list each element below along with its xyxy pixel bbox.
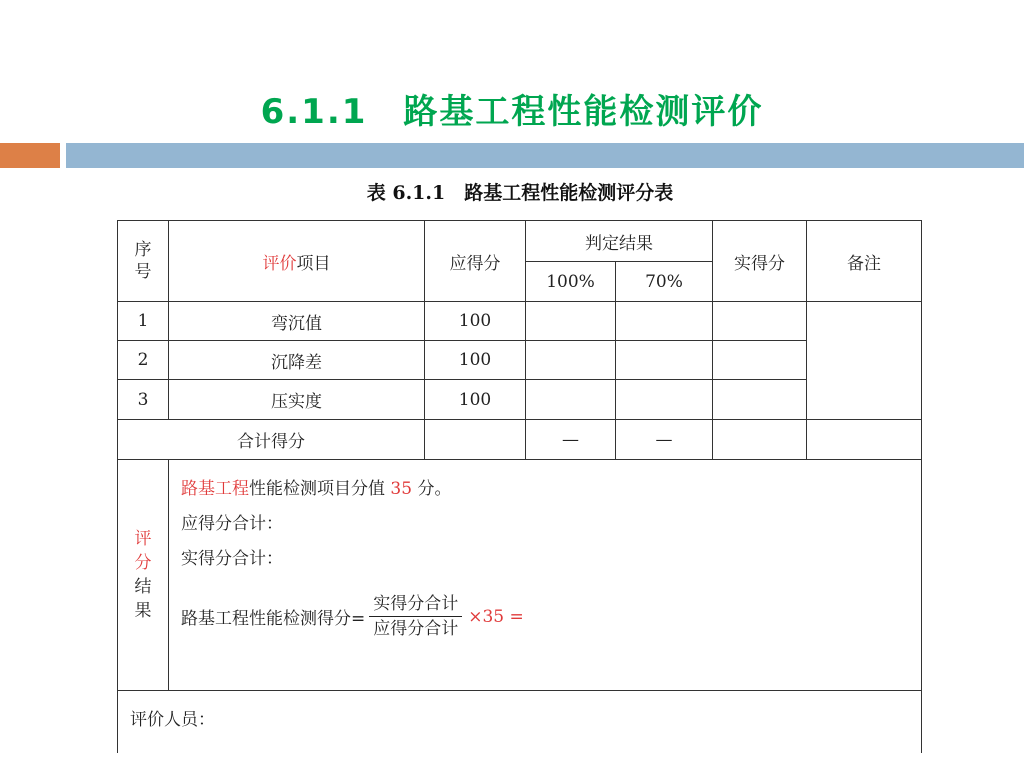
header-judgement: 判定结果: [526, 221, 713, 262]
remarks-cell: [807, 302, 922, 420]
result-value: 35: [390, 479, 413, 499]
result-content: [169, 460, 922, 691]
total-dash-100: —: [526, 420, 616, 460]
score-table: [117, 220, 922, 753]
total-actual: [713, 420, 807, 460]
row-cell-70: [616, 341, 713, 380]
row-cell-70: [616, 380, 713, 420]
total-remarks: [807, 420, 922, 460]
total-label: 合计得分: [118, 420, 425, 460]
row-score: 100: [425, 302, 526, 341]
total-dash-70: —: [616, 420, 713, 460]
header-pct70: 70%: [616, 262, 713, 302]
result-label-char: 评: [134, 529, 152, 549]
row-score: 100: [425, 341, 526, 380]
result-row: [118, 460, 922, 691]
result-label-char: 结: [134, 577, 152, 597]
header-pct100: 100%: [526, 262, 616, 302]
row-seq: 2: [118, 341, 169, 380]
result-red-text: 路基工程: [181, 479, 249, 499]
header-seq: [118, 221, 169, 302]
header-item-red: 评价: [262, 253, 297, 274]
row-cell-100: [526, 302, 616, 341]
row-item: 压实度: [169, 380, 425, 420]
row-item: 沉降差: [169, 341, 425, 380]
header-row-1: [118, 221, 922, 262]
header-expected: 应得分: [425, 221, 526, 302]
header-item: [169, 221, 425, 302]
result-line-1: [169, 472, 921, 507]
result-label: [118, 460, 169, 691]
evaluator-row: [118, 691, 922, 753]
result-line-3: 实得分合计：: [181, 549, 283, 569]
row-cell-actual: [713, 302, 807, 341]
row-cell-actual: [713, 341, 807, 380]
table-row: [118, 341, 922, 380]
formula-prefix: 路基工程性能检测得分=: [181, 609, 366, 629]
slide-title: 6.1.1 路基工程性能检测评价: [260, 92, 764, 132]
row-score: 100: [425, 380, 526, 420]
row-seq: 3: [118, 380, 169, 420]
result-label-char: 果: [134, 601, 152, 621]
result-end-text: 分。: [412, 479, 452, 499]
header-remarks: 备注: [807, 221, 922, 302]
header-seq-label: 序号: [134, 240, 152, 282]
header-item-rest: 项目: [296, 253, 331, 274]
table-row: [118, 302, 922, 341]
header-actual: 实得分: [713, 221, 807, 302]
formula-multiplier: ×35 =: [468, 606, 524, 627]
accent-bar-orange: [0, 143, 60, 168]
row-cell-actual: [713, 380, 807, 420]
evaluator-label: 评价人员：: [118, 691, 922, 753]
result-line-2: 应得分合计：: [181, 514, 283, 534]
result-mid-text: 性能检测项目分值: [249, 479, 391, 499]
formula-numerator: 实得分合计: [369, 593, 462, 617]
table-row: [118, 380, 922, 420]
row-cell-100: [526, 380, 616, 420]
result-formula: [169, 593, 921, 640]
row-seq: 1: [118, 302, 169, 341]
formula-denominator: 应得分合计: [373, 619, 459, 639]
row-item: 弯沉值: [169, 302, 425, 341]
table-caption: 表 6.1.1 路基工程性能检测评分表: [366, 182, 674, 204]
row-cell-70: [616, 302, 713, 341]
row-cell-100: [526, 341, 616, 380]
accent-bar-blue: [66, 143, 1024, 168]
total-row: [118, 420, 922, 460]
result-label-char: 分: [134, 553, 152, 573]
formula-fraction: [369, 593, 462, 640]
total-expected: [425, 420, 526, 460]
